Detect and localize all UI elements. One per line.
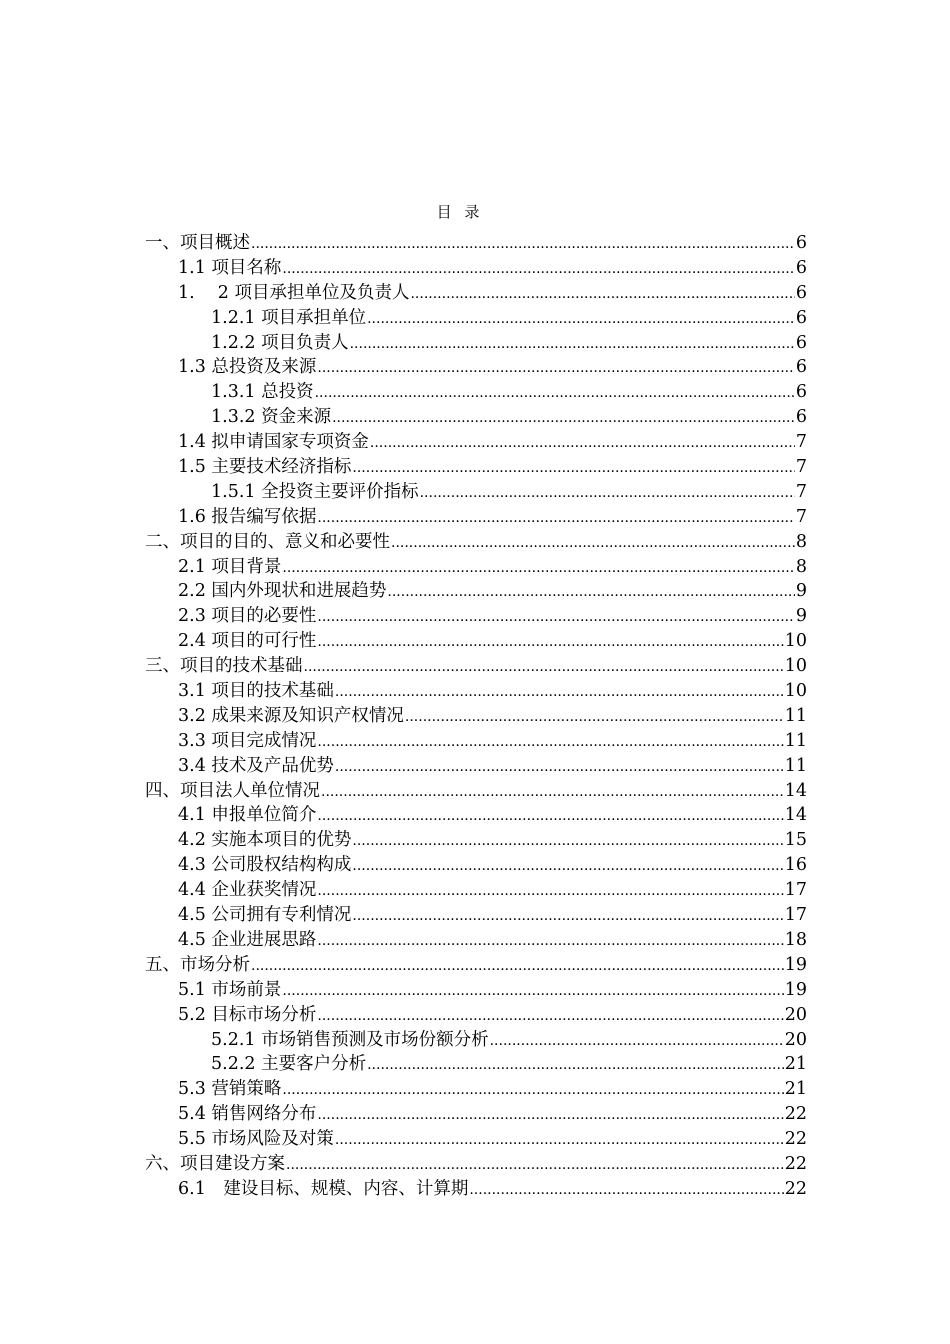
toc-dot-leader: [321, 780, 784, 804]
toc-entry[interactable]: [145, 1177, 807, 1202]
toc-entry[interactable]: [145, 704, 807, 729]
toc-page-number: 17: [784, 880, 807, 901]
toc-entry[interactable]: [145, 1028, 807, 1053]
toc-entry[interactable]: [145, 803, 807, 828]
toc-page-number: 15: [784, 830, 807, 851]
toc-entry[interactable]: [145, 530, 807, 555]
toc-page-number: 16: [784, 855, 807, 876]
toc-entry[interactable]: [145, 256, 807, 281]
toc-dot-leader: [332, 406, 795, 430]
toc-entry[interactable]: [145, 828, 807, 853]
toc-entry[interactable]: [145, 1003, 807, 1028]
toc-entry[interactable]: [145, 1127, 807, 1152]
toc-page-number: 6: [795, 282, 807, 303]
toc-page-number: 11: [784, 730, 807, 751]
toc-entry-title: 5.3 营销策略: [178, 1079, 282, 1100]
toc-dot-leader: [317, 1103, 783, 1127]
toc-dot-leader: [367, 307, 795, 331]
toc-entry[interactable]: [145, 629, 807, 654]
toc-dot-leader: [352, 904, 783, 928]
toc-dot-leader: [335, 1128, 784, 1152]
toc-dot-leader: [367, 1053, 784, 1077]
toc-entry[interactable]: [145, 1077, 807, 1102]
toc-page-number: 6: [795, 382, 807, 403]
toc-entry-title: 2.2 国内外现状和进展趋势: [178, 581, 387, 602]
toc-entry-title: 4.5 企业进展思路: [178, 929, 317, 950]
toc-entry[interactable]: [145, 604, 807, 629]
toc-entry-title: 1.6 报告编写依据: [178, 506, 317, 527]
toc-page-number: 20: [784, 1029, 807, 1050]
toc-page-number: 9: [795, 581, 807, 602]
toc-entry-title: 1.5.1 全投资主要评价指标: [211, 481, 419, 502]
toc-page-number: 20: [784, 1004, 807, 1025]
toc-page-number: 10: [784, 656, 807, 677]
toc-entry-title: 五、市场分析: [145, 954, 250, 975]
toc-dot-leader: [350, 332, 795, 356]
toc-dot-leader: [387, 580, 794, 604]
toc-dot-leader: [317, 1004, 783, 1028]
toc-entry-title: 5.2 目标市场分析: [178, 1004, 317, 1025]
toc-page-number: 7: [795, 481, 807, 502]
toc-page-number: 10: [784, 631, 807, 652]
toc-entry[interactable]: [145, 754, 807, 779]
toc-page-number: 11: [784, 755, 807, 776]
toc-dot-leader: [469, 1178, 783, 1202]
toc-entry-title: 6.1 建设目标、规模、内容、计算期: [178, 1178, 469, 1199]
toc-page-number: 17: [784, 905, 807, 926]
toc-dot-leader: [490, 1029, 784, 1053]
toc-entry[interactable]: [145, 978, 807, 1003]
toc-entry-title: 2.1 项目背景: [178, 556, 282, 577]
toc-dot-leader: [317, 804, 783, 828]
toc-dot-leader: [317, 929, 783, 953]
toc-entry[interactable]: [145, 555, 807, 580]
toc-dot-leader: [286, 1153, 784, 1177]
toc-entry-title: 5.1 市场前景: [178, 979, 282, 1000]
toc-page-number: 14: [784, 780, 807, 801]
toc-dot-leader: [420, 481, 795, 505]
toc-dot-leader: [317, 879, 783, 903]
toc-entry[interactable]: [145, 853, 807, 878]
toc-title: 目 录: [436, 203, 484, 221]
toc-entry[interactable]: [145, 1152, 807, 1177]
toc-dot-leader: [317, 605, 794, 629]
toc-entry[interactable]: [145, 654, 807, 679]
toc-entry-title: 4.1 申报单位简介: [178, 805, 317, 826]
toc-page-number: 19: [784, 954, 807, 975]
toc-entry[interactable]: [145, 306, 807, 331]
toc-dot-leader: [352, 854, 783, 878]
toc-dot-leader: [391, 531, 795, 555]
toc-entry-title: 2.4 项目的可行性: [178, 631, 317, 652]
toc-dot-leader: [352, 829, 783, 853]
toc-entry[interactable]: [145, 779, 807, 804]
toc-page-number: 10: [784, 681, 807, 702]
toc-dot-leader: [352, 456, 794, 480]
toc-entry-title: 1.4 拟申请国家专项资金: [178, 432, 369, 453]
toc-page-number: 6: [795, 357, 807, 378]
toc-entry-title: 二、项目的目的、意义和必要性: [145, 531, 390, 552]
toc-dot-leader: [405, 705, 784, 729]
toc-entry-title: 三、项目的技术基础: [145, 656, 303, 677]
toc-page-number: 21: [784, 1054, 807, 1075]
toc-dot-leader: [282, 257, 794, 281]
toc-page-number: 8: [795, 531, 807, 552]
toc-page-number: 8: [795, 556, 807, 577]
toc-page-number: 14: [784, 805, 807, 826]
toc-entry-title: 4.5 公司拥有专利情况: [178, 905, 352, 926]
toc-page-number: 9: [795, 606, 807, 627]
toc-entry[interactable]: [145, 878, 807, 903]
toc-page-number: 18: [784, 929, 807, 950]
toc-page-number: 7: [795, 506, 807, 527]
toc-page-number: 11: [784, 705, 807, 726]
toc-entry-title: 一、项目概述: [145, 233, 250, 253]
toc-entry-title: 4.4 企业获奖情况: [178, 880, 317, 901]
toc-entry-title: 1.1 项目名称: [178, 257, 282, 278]
toc-page-number: 7: [795, 457, 807, 478]
toc-entry[interactable]: [145, 380, 807, 405]
toc-page-number: 6: [795, 257, 807, 278]
toc-dot-leader: [317, 506, 794, 530]
toc-page-number: 21: [784, 1079, 807, 1100]
toc-entry-title: 1.3.1 总投资: [211, 382, 314, 403]
toc-entry[interactable]: [145, 430, 807, 455]
toc-page-number: 19: [784, 979, 807, 1000]
toc-dot-leader: [304, 655, 784, 679]
toc-entry-title: 1.5 主要技术经济指标: [178, 457, 352, 478]
toc-entry-title: 3.4 技术及产品优势: [178, 755, 334, 776]
toc-entry[interactable]: [145, 928, 807, 953]
toc-entry-title: 1.2.1 项目承担单位: [211, 307, 367, 328]
toc-dot-leader: [282, 556, 794, 580]
toc-entry[interactable]: [145, 1102, 807, 1127]
toc-entry[interactable]: [145, 505, 807, 530]
table-of-contents: [145, 231, 807, 1202]
toc-page-number: 22: [784, 1178, 807, 1199]
toc-entry-title: 1.3.2 资金来源: [211, 407, 332, 428]
toc-entry[interactable]: [145, 355, 807, 380]
toc-dot-leader: [251, 232, 795, 256]
toc-page-number: 7: [795, 432, 807, 453]
toc-entry-title: 2.3 项目的必要性: [178, 606, 317, 627]
toc-entry-title: 1.2.2 项目负责人: [211, 332, 349, 353]
toc-entry-title: 3.2 成果来源及知识产权情况: [178, 705, 404, 726]
toc-entry-title: 5.2.2 主要客户分析: [211, 1054, 367, 1075]
toc-entry-title: 5.5 市场风险及对策: [178, 1129, 334, 1150]
toc-entry-title: 4.2 实施本项目的优势: [178, 830, 352, 851]
toc-entry[interactable]: [145, 405, 807, 430]
toc-page-number: 6: [795, 233, 807, 253]
toc-page-number: 6: [795, 332, 807, 353]
toc-dot-leader: [282, 1078, 783, 1102]
toc-entry-title: 3.1 项目的技术基础: [178, 681, 334, 702]
toc-entry[interactable]: [145, 231, 807, 256]
toc-page-number: 22: [784, 1153, 807, 1174]
toc-page-number: 6: [795, 307, 807, 328]
toc-entry[interactable]: [145, 953, 807, 978]
toc-dot-leader: [317, 630, 783, 654]
toc-page-number: 6: [795, 407, 807, 428]
toc-entry[interactable]: [145, 729, 807, 754]
toc-entry[interactable]: [145, 1052, 807, 1077]
toc-entry[interactable]: [145, 455, 807, 480]
toc-dot-leader: [317, 356, 794, 380]
toc-dot-leader: [317, 730, 783, 754]
toc-page-number: 22: [784, 1129, 807, 1150]
toc-page-number: 22: [784, 1104, 807, 1125]
toc-entry-title: 3.3 项目完成情况: [178, 730, 317, 751]
toc-dot-leader: [335, 680, 784, 704]
toc-entry[interactable]: [145, 480, 807, 505]
toc-entry-title: 4.3 公司股权结构构成: [178, 855, 352, 876]
toc-entry[interactable]: [145, 281, 807, 306]
toc-entry[interactable]: [145, 331, 807, 356]
toc-dot-leader: [251, 954, 784, 978]
toc-dot-leader: [410, 282, 794, 306]
toc-entry-title: 5.2.1 市场销售预测及市场份额分析: [211, 1029, 489, 1050]
toc-entry-title: 四、项目法人单位情况: [145, 780, 320, 801]
toc-dot-leader: [370, 431, 795, 455]
toc-entry-title: 5.4 销售网络分布: [178, 1104, 317, 1125]
toc-entry-title: 六、项目建设方案: [145, 1153, 285, 1174]
toc-entry[interactable]: [145, 903, 807, 928]
toc-entry-title: 1.3 总投资及来源: [178, 357, 317, 378]
toc-dot-leader: [315, 381, 795, 405]
toc-entry[interactable]: [145, 679, 807, 704]
toc-dot-leader: [282, 979, 783, 1003]
toc-dot-leader: [335, 755, 784, 779]
toc-entry-title: 1. 2 项目承担单位及负责人: [178, 282, 410, 303]
toc-entry[interactable]: [145, 579, 807, 604]
